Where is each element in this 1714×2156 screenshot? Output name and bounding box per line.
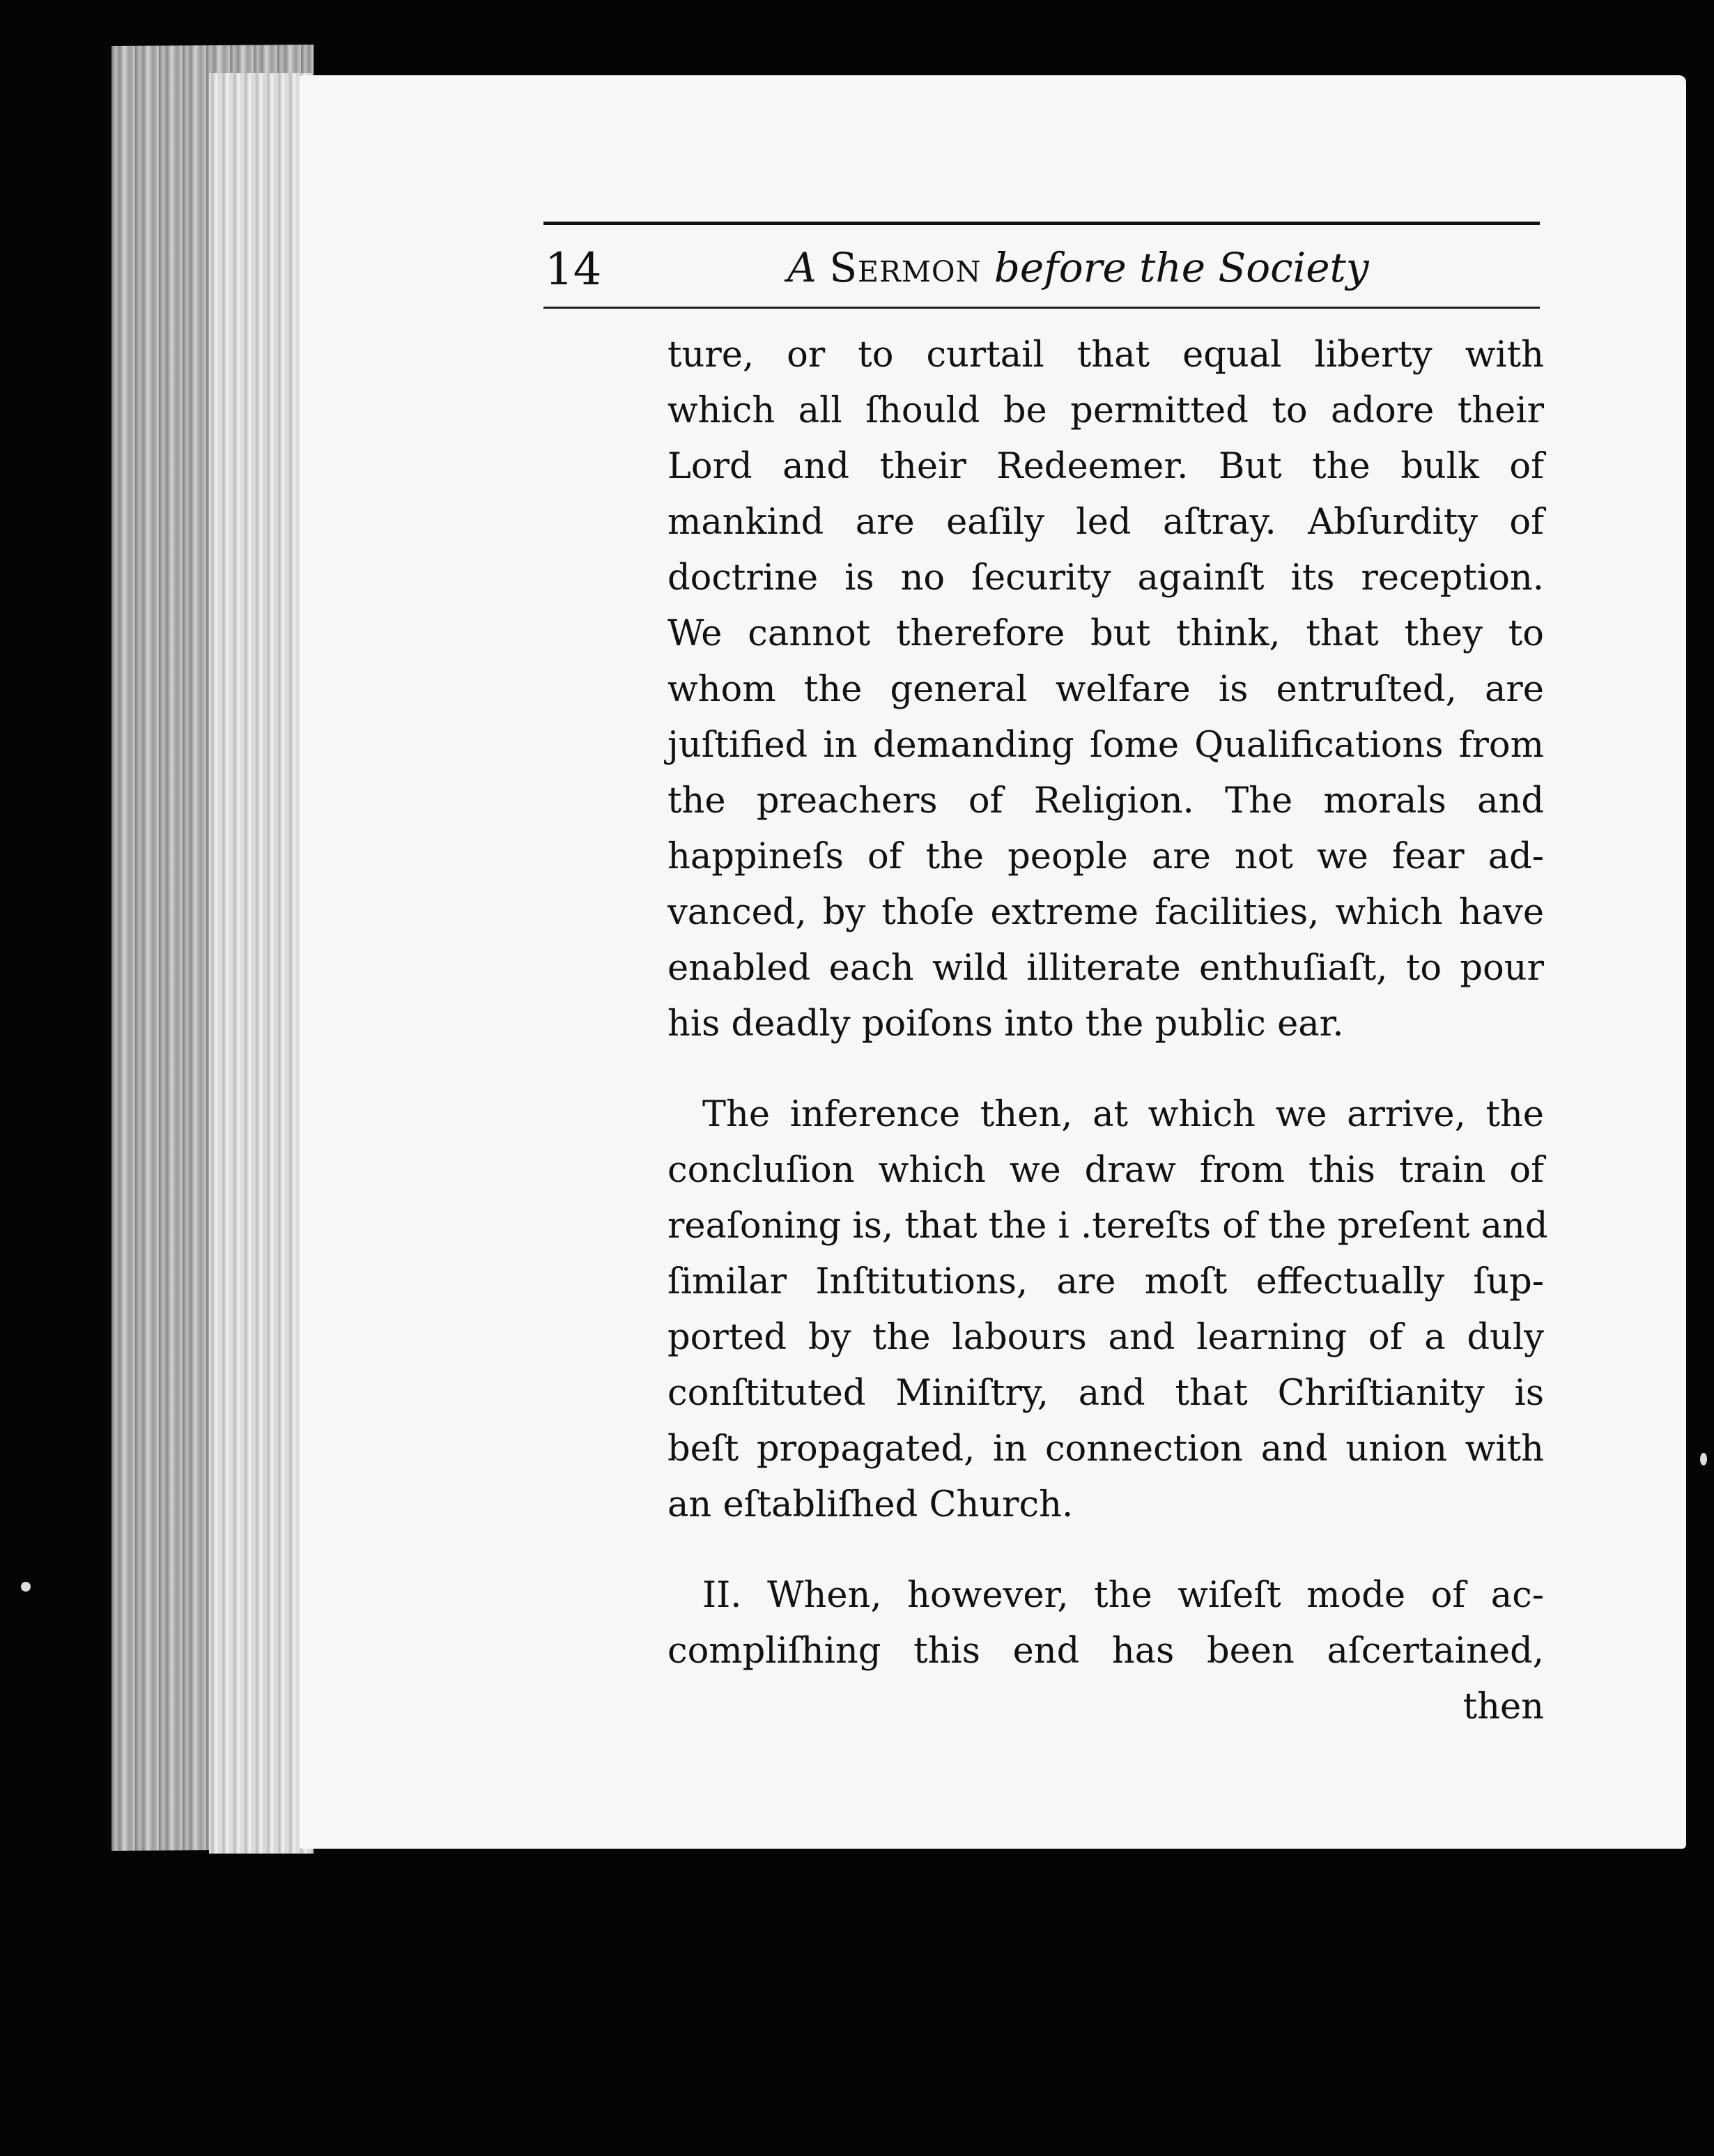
text-line: vanced, by thoſe extreme facilities, which have <box>667 892 1544 933</box>
text-line: his deadly poiſons into the public ear. <box>667 1003 1344 1045</box>
text-line: mankind are eaſily led aſtray. Abſurdity of <box>667 502 1544 543</box>
header-rule-bottom <box>543 307 1540 309</box>
text-line: compliſhing this end has been aſcertained, <box>667 1631 1544 1672</box>
running-head-sermon: Sermon <box>829 244 982 291</box>
text-line: II. When, however, the wiſeſt mode of ac- <box>702 1575 1544 1616</box>
text-line: reaſoning is, that the i .tereſts of the preſent and <box>667 1206 1548 1247</box>
header-rule-top <box>543 222 1540 225</box>
text-line: which all ſhould be permitted to adore their <box>667 390 1544 431</box>
text-line: the preachers of Religion. The morals and <box>667 780 1544 822</box>
scan-speck <box>1700 1453 1707 1465</box>
scan-speck <box>21 1582 31 1592</box>
catchword: then <box>1462 1686 1544 1727</box>
text-line: ſimilar Inſtitutions, are moſt effectually ſup- <box>667 1261 1544 1302</box>
text-line: enabled each wild illiterate enthuſiaſt, to pour <box>667 948 1544 989</box>
text-line: Lord and their Redeemer. But the bulk of <box>667 446 1544 487</box>
text-line: juſtified in demanding ſome Qualifications from <box>667 725 1544 766</box>
text-line: whom the general welfare is entruſted, are <box>667 669 1544 710</box>
text-line: concluſion which we draw from this train of <box>667 1150 1544 1191</box>
text-line: ture, or to curtail that equal liberty with <box>667 334 1544 376</box>
body-text <box>667 328 1548 1735</box>
text-line: ported by the labours and learning of a duly <box>667 1317 1544 1358</box>
text-line: happineſs of the people are not we fear ad- <box>667 836 1544 877</box>
page-edges-inner <box>209 73 314 1854</box>
running-head-rest: before the Society <box>994 244 1369 291</box>
paragraph-3 <box>667 1568 1544 1735</box>
text-line: beſt propagated, in connection and union with <box>667 1429 1544 1470</box>
running-head-a: A <box>787 244 817 291</box>
page-number: 14 <box>545 244 602 295</box>
text-line: The inference then, at which we arrive, the <box>702 1094 1544 1135</box>
running-head <box>787 244 1369 291</box>
text-line: conſtituted Miniſtry, and that Chriſtianity is <box>667 1373 1544 1414</box>
paragraph-1 <box>667 328 1544 1052</box>
text-line: an eſtabliſhed Church. <box>667 1484 1074 1525</box>
text-line: doctrine is no ſecurity againſt its reception. <box>667 557 1544 599</box>
text-line: We cannot therefore but think, that they to <box>667 613 1544 654</box>
paragraph-2 <box>667 1087 1548 1533</box>
